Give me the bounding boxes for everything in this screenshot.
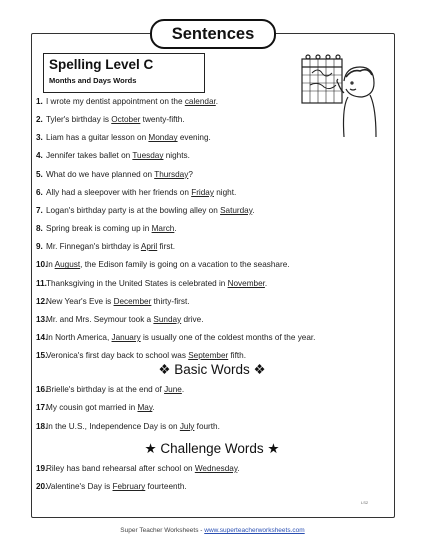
sentence-text-before: Logan's birthday party is at the bowling alley on <box>46 205 221 215</box>
sentence-text-after: . <box>252 205 255 215</box>
sentence-number: 18. <box>36 421 48 431</box>
sentence-number: 2. <box>36 115 43 125</box>
sentence-item <box>36 402 155 414</box>
sentence-text-before: In the U.S., Independence Day is on <box>46 421 180 431</box>
footer <box>0 527 425 534</box>
spelling-level-box <box>43 53 205 93</box>
sentence-number: 10. <box>36 260 48 270</box>
sentence-text-after: is usually one of the coldest months of the year. <box>140 332 316 342</box>
sentence-item <box>36 481 187 493</box>
spelling-word: May <box>137 403 153 413</box>
spelling-word: February <box>112 482 146 492</box>
sentence-text-before: In <box>46 260 55 270</box>
sentence-item <box>36 278 267 290</box>
sentence-text-after: . <box>181 385 185 394</box>
sentence-item <box>36 384 184 396</box>
sentence-text-after: ? <box>188 169 193 179</box>
sentence-item <box>36 96 218 108</box>
sentence-number: 1. <box>36 97 43 106</box>
sentence-text-before: Thanksgiving in the United States is celebrated in <box>46 278 228 288</box>
sentence-number: 20. <box>36 482 48 492</box>
sentence-item <box>36 150 190 162</box>
sentence-text-after: . <box>237 464 240 473</box>
sentence-number: 8. <box>36 224 43 234</box>
sentence-number: 7. <box>36 205 43 215</box>
sentence-text-after: nights. <box>163 151 190 161</box>
spelling-word: Saturday <box>220 205 253 215</box>
sentence-text-before: New Year's Eve is <box>46 296 114 306</box>
page-title: Sentences <box>150 19 276 49</box>
sentence-text-before: Tyler's birthday is <box>46 115 112 125</box>
basic-words-heading: ❖ Basic Words ❖ <box>158 362 266 377</box>
sentence-text-after: . <box>215 97 219 106</box>
spelling-word: calendar <box>184 97 216 106</box>
sentence-text-after: . <box>174 224 177 234</box>
sentence-item <box>36 332 315 344</box>
sentence-text-before: Jennifer takes ballet on <box>46 151 133 161</box>
spelling-word: Tuesday <box>132 151 164 161</box>
sentence-number: 19. <box>36 464 48 473</box>
sentence-text-before: What do we have planned on <box>46 169 155 179</box>
sentence-text-before: My cousin got married in <box>46 403 138 413</box>
sentence-text-after: evening. <box>177 133 211 143</box>
sentence-text-before: Mr. Finnegan's birthday is <box>46 242 141 252</box>
sentence-text-after: fourth. <box>194 421 220 431</box>
sentence-item <box>36 259 290 271</box>
sentence-item <box>36 114 185 126</box>
sentence-item <box>36 241 175 253</box>
sentence-item <box>36 314 203 326</box>
sentence-text-before: Veronica's first day back to school was <box>46 351 189 361</box>
sentence-item <box>36 205 255 217</box>
sentence-number: 11. <box>36 278 47 288</box>
spelling-word: March <box>151 224 175 234</box>
corner-code: LS2 <box>361 500 369 505</box>
spelling-word: October <box>111 115 141 125</box>
sentence-number: 3. <box>36 133 43 143</box>
sentence-text-after: twenty-fifth. <box>140 115 185 125</box>
sentence-item <box>36 296 190 308</box>
sentence-number: 16. <box>36 385 48 394</box>
level-heading: Spelling Level C <box>49 57 154 72</box>
sentence-item <box>36 223 177 235</box>
spelling-word: Wednesday <box>194 464 238 473</box>
footer-link[interactable]: www.superteacherworksheets.com <box>204 527 305 534</box>
spelling-word: September <box>188 351 229 361</box>
sentence-item <box>36 350 246 362</box>
sentence-text-before: Liam has a guitar lesson on <box>46 133 149 143</box>
sentence-number: 12. <box>36 296 48 306</box>
challenge-words-heading: ★ Challenge Words ★ <box>144 441 280 456</box>
spelling-word: December <box>113 296 152 306</box>
spelling-word: Friday <box>191 187 214 197</box>
sentence-item <box>36 169 193 181</box>
sentence-number: 14. <box>36 332 48 342</box>
sentence-item <box>36 187 236 199</box>
spelling-word: Monday <box>148 133 178 143</box>
spelling-word: November <box>227 278 265 288</box>
sentence-text-after: fourteenth. <box>145 482 187 492</box>
sentence-number: 5. <box>36 169 43 179</box>
sentence-item <box>36 463 240 475</box>
sentence-text-after: . <box>264 278 268 288</box>
sentence-text-before: I wrote my dentist appointment on the <box>46 97 185 106</box>
spelling-word: Thursday <box>154 169 189 179</box>
sentence-text-after: fifth. <box>228 351 246 361</box>
sentence-text-before: Spring break is coming up in <box>46 224 152 234</box>
spelling-word: April <box>140 242 158 252</box>
sentence-text-after: first. <box>157 242 175 252</box>
sentence-number: 15. <box>36 351 48 361</box>
sentence-number: 13. <box>36 314 48 324</box>
sentence-item <box>36 421 220 433</box>
sentence-text-before: Riley has band rehearsal after school on <box>46 464 195 473</box>
sentence-number: 17. <box>36 403 48 413</box>
sentence-text-before: Valentine's Day is <box>46 482 113 492</box>
sentence-text-before: In North America, <box>46 332 112 342</box>
spelling-word: June <box>164 385 182 394</box>
sentence-number: 9. <box>36 242 43 252</box>
level-subheading: Months and Days Words <box>49 76 137 85</box>
sentence-text-after: drive. <box>181 314 204 324</box>
spelling-word: Sunday <box>153 314 182 324</box>
sentence-number: 6. <box>36 187 43 197</box>
spelling-word: August <box>54 260 81 270</box>
spelling-word: July <box>179 421 195 431</box>
boy-with-calendar-illustration <box>300 53 378 143</box>
sentence-text-before: Mr. and Mrs. Seymour took a <box>46 314 154 324</box>
sentence-text-after: thirty-first. <box>151 296 190 306</box>
spelling-word: January <box>111 332 141 342</box>
sentence-number: 4. <box>36 151 43 161</box>
footer-text: Super Teacher Worksheets - <box>120 527 205 534</box>
sentence-text-after: , the Edison family is going on a vacation to the seashare. <box>80 260 290 270</box>
sentence-item <box>36 132 211 144</box>
sentence-text-before: Ally had a sleepover with her friends on <box>46 187 192 197</box>
sentence-text-before: Brielle's birthday is at the end of <box>46 385 165 394</box>
sentence-text-after: . <box>152 403 155 413</box>
sentence-text-after: night. <box>213 187 237 197</box>
